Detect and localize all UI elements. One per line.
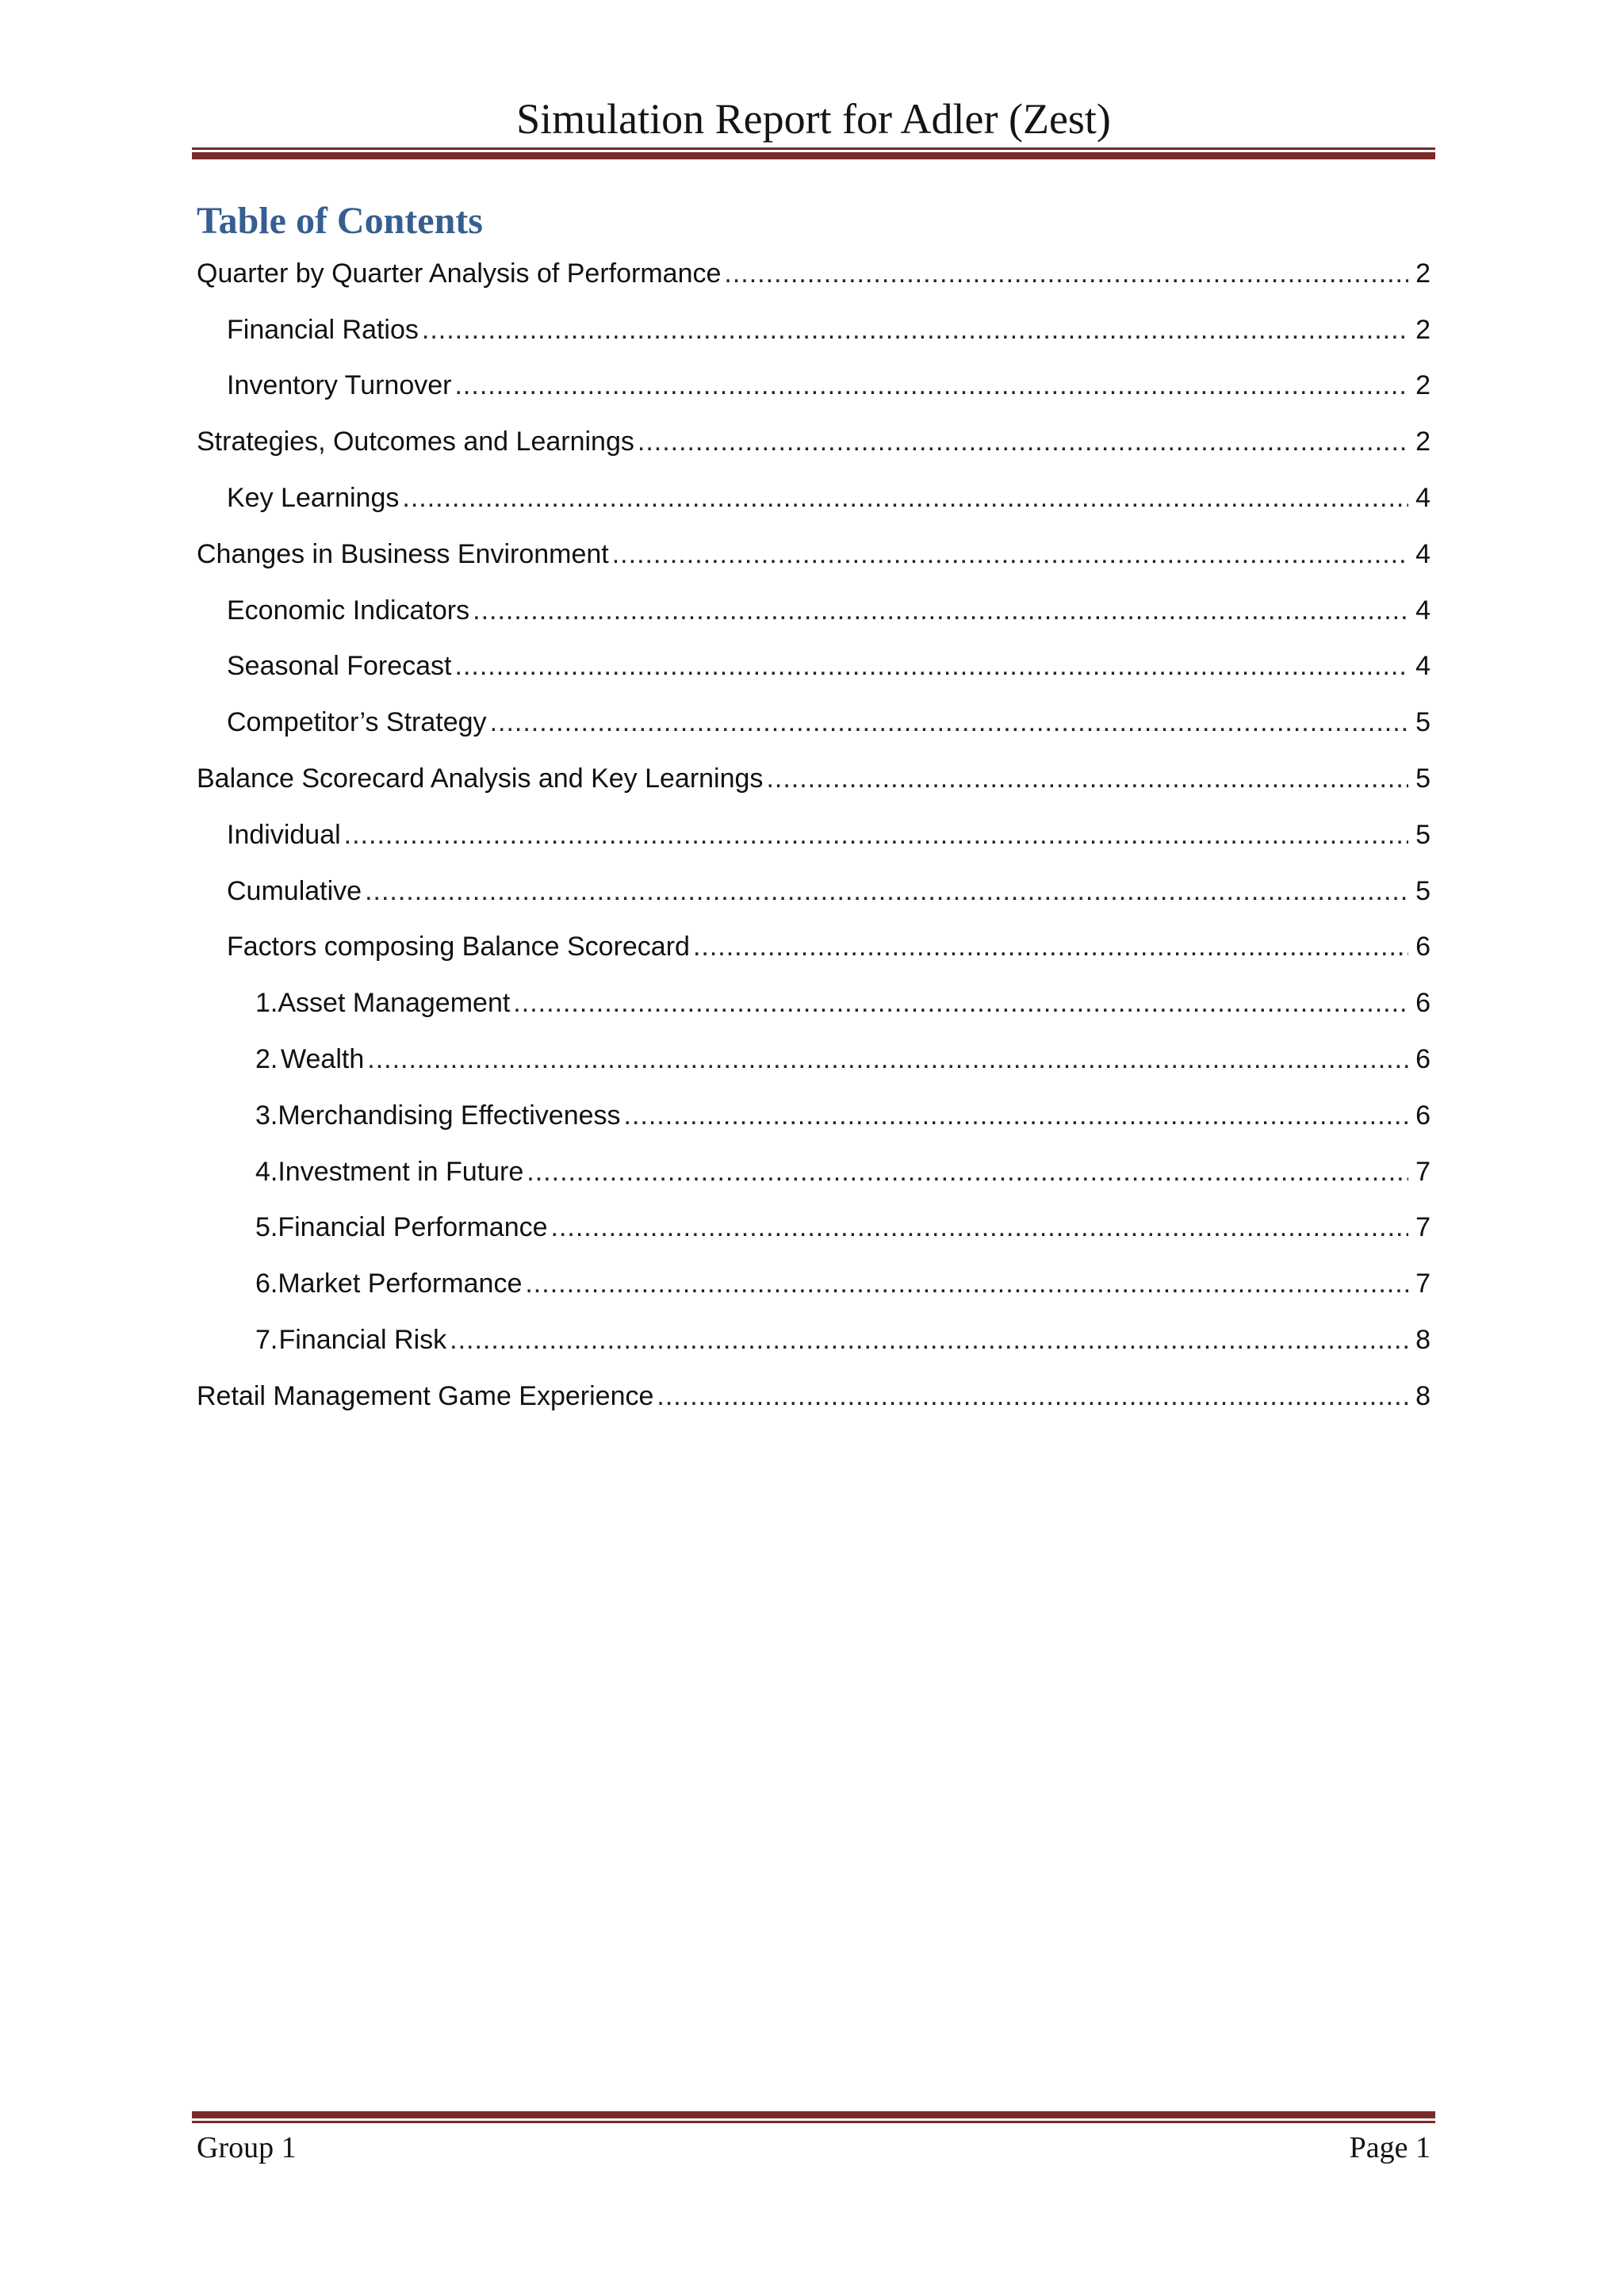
toc-entry-title: Seasonal Forecast: [227, 651, 452, 682]
header-divider: [192, 147, 1435, 159]
toc-entry-page: 7: [1415, 1212, 1431, 1243]
toc-entry-page: 4: [1415, 483, 1431, 514]
toc-entry-title: Inventory Turnover: [227, 370, 452, 401]
toc-entry[interactable]: [197, 920, 1431, 976]
toc-entry-page: 8: [1415, 1325, 1431, 1356]
toc-entry-title: Asset Management: [278, 988, 511, 1019]
toc-entry[interactable]: [197, 751, 1431, 807]
toc-dot-leader: [450, 1325, 1408, 1356]
toc-heading: Table of Contents: [197, 200, 483, 242]
toc-dot-leader: [402, 483, 1408, 514]
toc-entry-page: 7: [1415, 1269, 1431, 1299]
toc-entry-page: 6: [1415, 1044, 1431, 1075]
toc-dot-leader: [624, 1100, 1408, 1131]
toc-dot-leader: [527, 1157, 1408, 1188]
footer-page-number: Page 1: [1349, 2131, 1431, 2164]
toc-dot-leader: [454, 370, 1408, 401]
toc-dot-leader: [513, 988, 1408, 1019]
toc-dot-leader: [638, 427, 1408, 457]
toc-dot-leader: [422, 315, 1408, 346]
toc-entry-page: 4: [1415, 595, 1431, 626]
toc-entry[interactable]: [197, 414, 1431, 470]
toc-entry-title: Market Performance: [278, 1269, 523, 1299]
toc-entry-title: Quarter by Quarter Analysis of Performance: [197, 258, 722, 289]
toc-entry-title: Economic Indicators: [227, 595, 470, 626]
toc-entry[interactable]: [197, 1256, 1431, 1312]
toc-entry-page: 6: [1415, 932, 1431, 962]
toc-entry-page: 5: [1415, 819, 1431, 850]
toc-entry-page: 2: [1415, 314, 1431, 345]
toc-dot-leader: [455, 651, 1409, 682]
toc-entry-number: 4.: [255, 1156, 278, 1187]
toc-entry-number: 1.: [255, 988, 278, 1019]
toc-entry[interactable]: [197, 863, 1431, 920]
toc-entry[interactable]: [197, 526, 1431, 583]
toc-entry-title: Key Learnings: [227, 483, 400, 514]
footer-divider: [192, 2111, 1435, 2123]
toc-entry-page: 2: [1415, 427, 1431, 457]
toc-entry[interactable]: [197, 1368, 1431, 1425]
toc-entry[interactable]: [197, 1088, 1431, 1144]
toc-entry-page: 6: [1415, 1100, 1431, 1131]
toc-dot-leader: [490, 707, 1408, 738]
toc-dot-leader: [344, 820, 1408, 851]
toc-entry-title: Cumulative: [227, 875, 362, 906]
toc-entry-page: 5: [1415, 707, 1431, 738]
toc-entry[interactable]: [197, 583, 1431, 639]
toc-dot-leader: [612, 539, 1408, 570]
toc-entry-title: Strategies, Outcomes and Learnings: [197, 427, 634, 457]
toc-entry-number: 7.: [255, 1325, 278, 1356]
toc-entry-page: 2: [1415, 258, 1431, 289]
toc-entry-page: 4: [1415, 651, 1431, 682]
toc-entry[interactable]: [197, 807, 1431, 863]
toc-entry-page: 4: [1415, 538, 1431, 569]
toc-dot-leader: [365, 876, 1408, 907]
toc-entry-title: Wealth: [281, 1044, 365, 1075]
toc-entry-title: Competitor’s Strategy: [227, 707, 487, 738]
toc-dot-leader: [657, 1381, 1408, 1412]
toc-dot-leader: [473, 595, 1408, 626]
table-of-contents: [197, 246, 1431, 1425]
toc-entry-title: Investment in Future: [278, 1156, 524, 1187]
toc-entry-page: 2: [1415, 370, 1431, 401]
toc-entry-number: 2.: [255, 1044, 278, 1075]
toc-entry[interactable]: [197, 695, 1431, 751]
toc-entry[interactable]: [197, 975, 1431, 1031]
toc-entry-title: Retail Management Game Experience: [197, 1380, 654, 1411]
toc-dot-leader: [525, 1269, 1408, 1299]
toc-dot-leader: [367, 1044, 1408, 1075]
toc-entry-title: Changes in Business Environment: [197, 538, 609, 569]
toc-entry[interactable]: [197, 1031, 1431, 1088]
toc-entry[interactable]: [197, 639, 1431, 695]
toc-entry[interactable]: [197, 358, 1431, 415]
toc-entry-title: Factors composing Balance Scorecard: [227, 932, 690, 962]
toc-entry-title: Financial Ratios: [227, 314, 419, 345]
toc-entry-page: 5: [1415, 875, 1431, 906]
toc-entry[interactable]: [197, 302, 1431, 358]
toc-entry-number: 5.: [255, 1212, 278, 1243]
toc-entry-page: 8: [1415, 1380, 1431, 1411]
toc-entry-title: Financial Risk: [278, 1325, 447, 1356]
toc-entry-page: 6: [1415, 988, 1431, 1019]
toc-entry-title: Financial Performance: [278, 1212, 548, 1243]
toc-entry-title: Balance Scorecard Analysis and Key Learnings: [197, 763, 764, 794]
toc-entry[interactable]: [197, 1200, 1431, 1257]
toc-entry[interactable]: [197, 246, 1431, 302]
toc-entry-page: 5: [1415, 763, 1431, 794]
footer-group-label: Group 1: [197, 2131, 297, 2164]
toc-dot-leader: [551, 1212, 1408, 1243]
toc-dot-leader: [766, 763, 1408, 794]
toc-dot-leader: [724, 258, 1408, 289]
toc-entry-title: Merchandising Effectiveness: [278, 1100, 621, 1131]
toc-dot-leader: [693, 932, 1408, 962]
toc-entry[interactable]: [197, 1312, 1431, 1368]
toc-entry[interactable]: [197, 1144, 1431, 1200]
toc-entry[interactable]: [197, 470, 1431, 526]
toc-entry-title: Individual: [227, 819, 341, 850]
page-header-title: Simulation Report for Adler (Zest): [516, 95, 1111, 143]
toc-entry-number: 3.: [255, 1100, 278, 1131]
toc-entry-number: 6.: [255, 1269, 278, 1299]
toc-entry-page: 7: [1415, 1156, 1431, 1187]
